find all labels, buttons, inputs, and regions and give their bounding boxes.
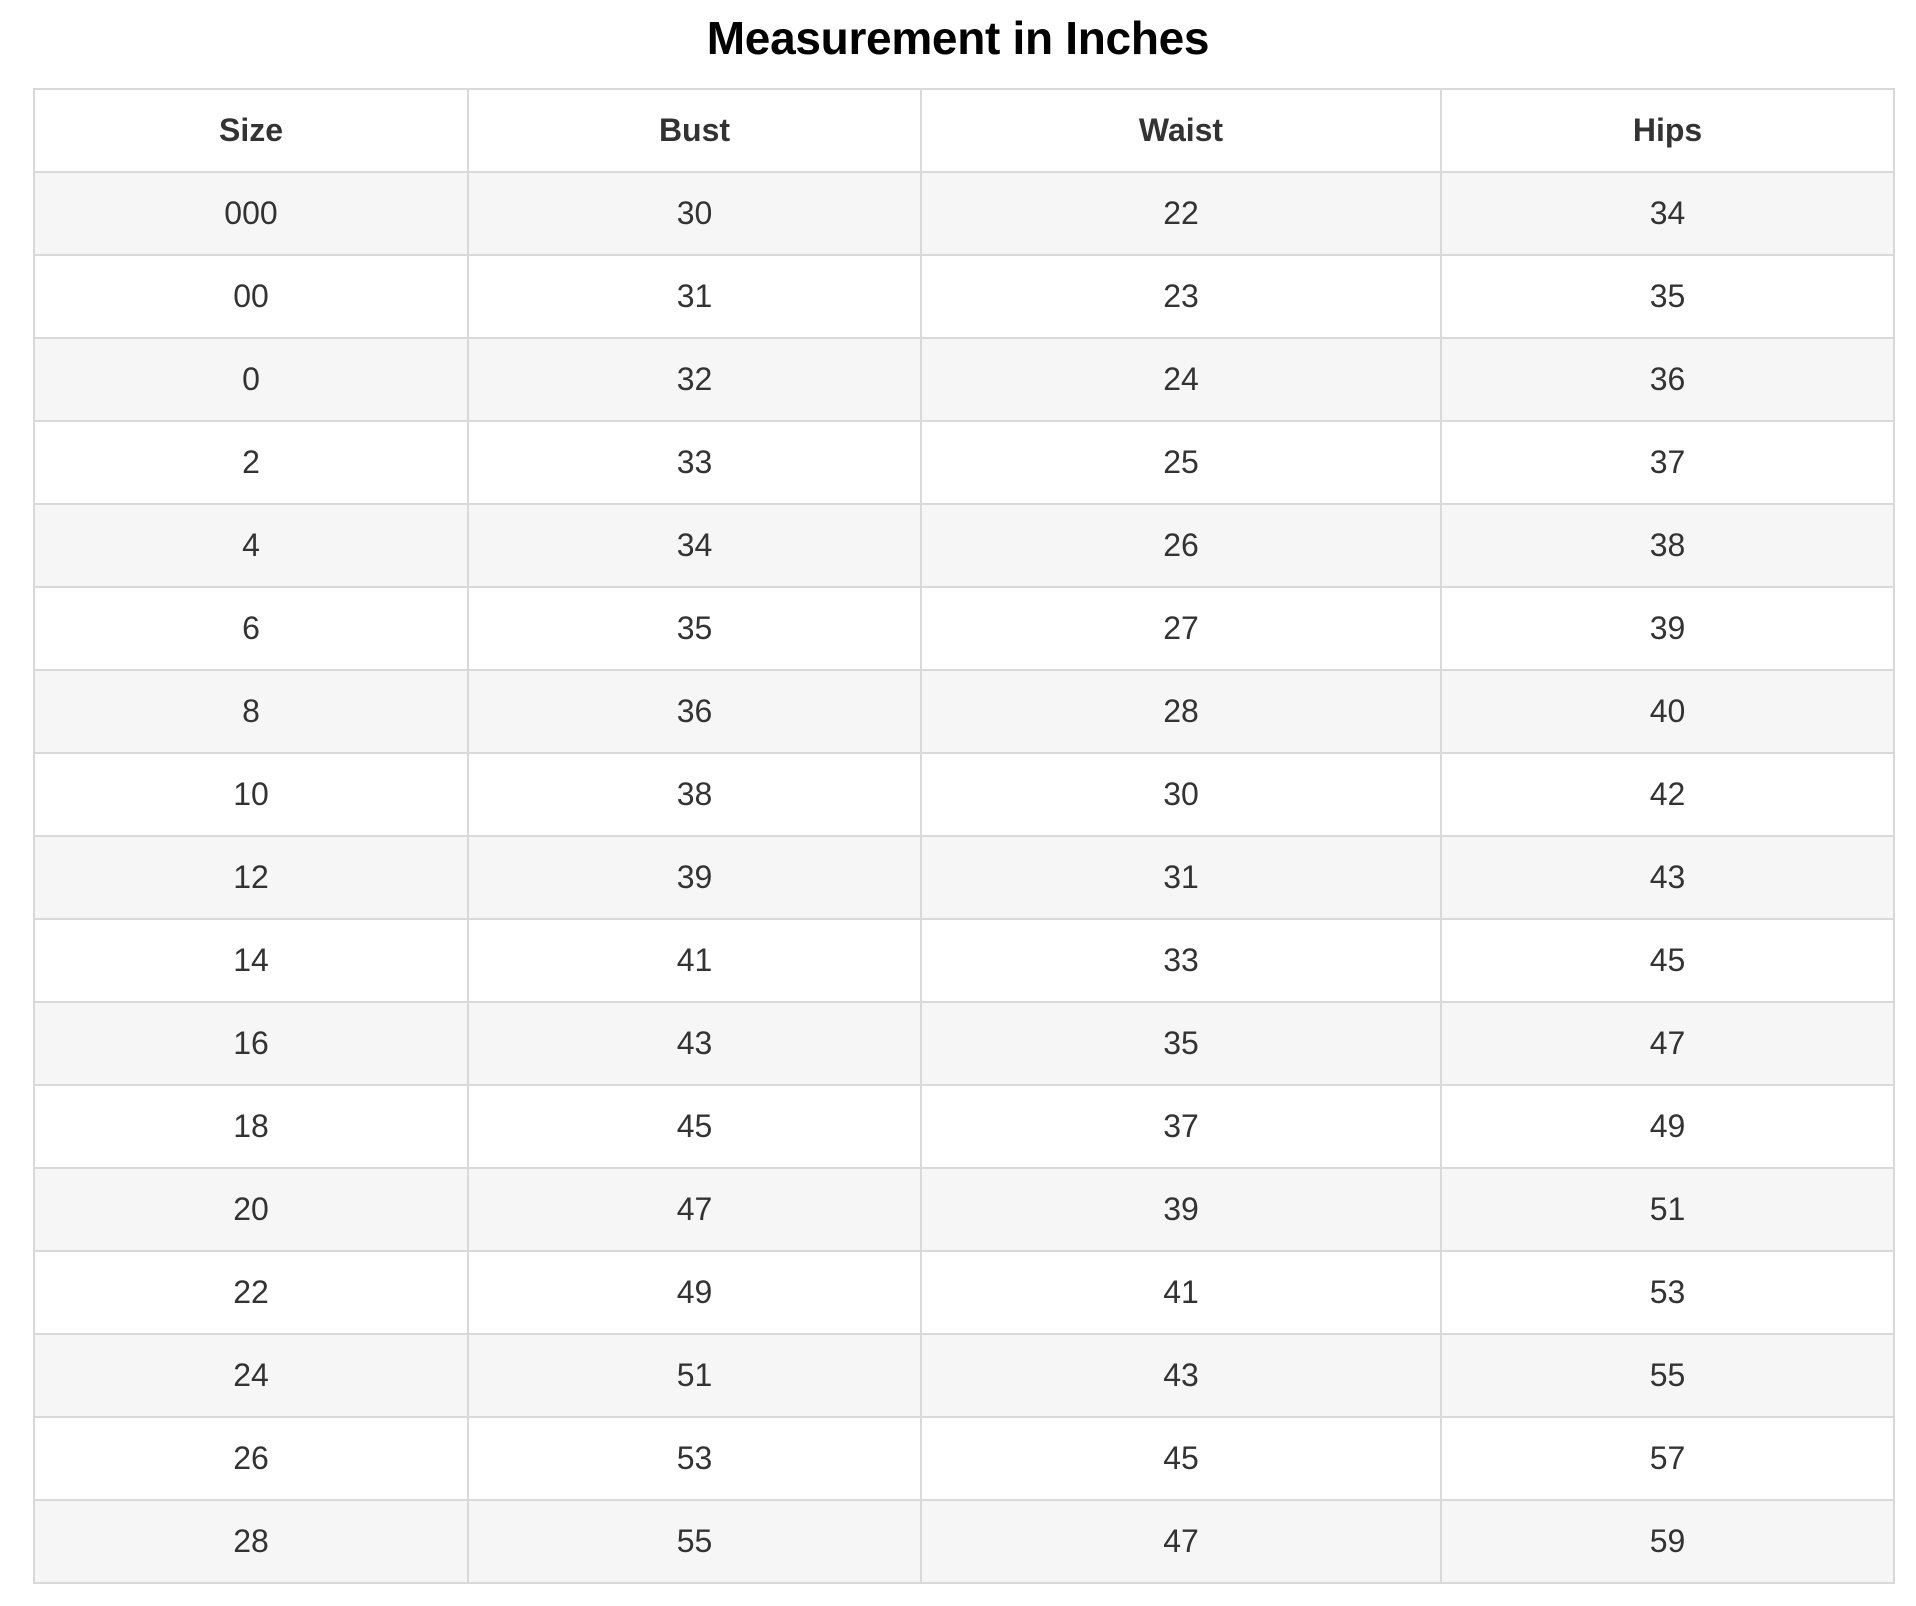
cell-waist: 25 (921, 421, 1441, 504)
cell-waist: 35 (921, 1002, 1441, 1085)
table-header (34, 89, 1894, 172)
cell-hips: 57 (1441, 1417, 1894, 1500)
cell-bust: 31 (468, 255, 921, 338)
cell-size: 20 (34, 1168, 468, 1251)
table-row (34, 587, 1894, 670)
cell-size: 6 (34, 587, 468, 670)
header-waist: Waist (921, 89, 1441, 172)
cell-waist: 41 (921, 1251, 1441, 1334)
cell-bust: 41 (468, 919, 921, 1002)
cell-size: 000 (34, 172, 468, 255)
cell-size: 0 (34, 338, 468, 421)
cell-waist: 24 (921, 338, 1441, 421)
cell-waist: 47 (921, 1500, 1441, 1583)
cell-hips: 43 (1441, 836, 1894, 919)
cell-hips: 34 (1441, 172, 1894, 255)
cell-bust: 33 (468, 421, 921, 504)
cell-size: 24 (34, 1334, 468, 1417)
table-row (34, 1334, 1894, 1417)
cell-bust: 53 (468, 1417, 921, 1500)
header-bust: Bust (468, 89, 921, 172)
cell-size: 12 (34, 836, 468, 919)
cell-hips: 49 (1441, 1085, 1894, 1168)
cell-waist: 31 (921, 836, 1441, 919)
cell-hips: 39 (1441, 587, 1894, 670)
table-body (34, 172, 1894, 1583)
cell-hips: 35 (1441, 255, 1894, 338)
header-row (34, 89, 1894, 172)
cell-size: 10 (34, 753, 468, 836)
cell-waist: 39 (921, 1168, 1441, 1251)
cell-size: 26 (34, 1417, 468, 1500)
cell-hips: 45 (1441, 919, 1894, 1002)
cell-bust: 55 (468, 1500, 921, 1583)
cell-bust: 47 (468, 1168, 921, 1251)
cell-bust: 43 (468, 1002, 921, 1085)
cell-hips: 36 (1441, 338, 1894, 421)
size-chart-table (33, 88, 1895, 1584)
table-row (34, 753, 1894, 836)
table-row (34, 919, 1894, 1002)
cell-bust: 36 (468, 670, 921, 753)
cell-hips: 47 (1441, 1002, 1894, 1085)
cell-hips: 40 (1441, 670, 1894, 753)
cell-size: 2 (34, 421, 468, 504)
cell-hips: 59 (1441, 1500, 1894, 1583)
cell-size: 22 (34, 1251, 468, 1334)
cell-size: 14 (34, 919, 468, 1002)
cell-hips: 53 (1441, 1251, 1894, 1334)
cell-size: 18 (34, 1085, 468, 1168)
cell-bust: 45 (468, 1085, 921, 1168)
header-size: Size (34, 89, 468, 172)
cell-waist: 26 (921, 504, 1441, 587)
page-title: Measurement in Inches (706, 12, 1210, 64)
cell-hips: 51 (1441, 1168, 1894, 1251)
cell-waist: 33 (921, 919, 1441, 1002)
cell-waist: 30 (921, 753, 1441, 836)
cell-size: 00 (34, 255, 468, 338)
table-row (34, 1085, 1894, 1168)
cell-hips: 55 (1441, 1334, 1894, 1417)
cell-hips: 42 (1441, 753, 1894, 836)
table-row (34, 255, 1894, 338)
table-row (34, 1002, 1894, 1085)
cell-bust: 38 (468, 753, 921, 836)
cell-waist: 22 (921, 172, 1441, 255)
cell-bust: 30 (468, 172, 921, 255)
cell-waist: 27 (921, 587, 1441, 670)
table-row (34, 1417, 1894, 1500)
cell-waist: 37 (921, 1085, 1441, 1168)
table-row (34, 1168, 1894, 1251)
table-row (34, 1251, 1894, 1334)
table-row (34, 504, 1894, 587)
cell-bust: 39 (468, 836, 921, 919)
cell-waist: 28 (921, 670, 1441, 753)
cell-bust: 35 (468, 587, 921, 670)
table-row (34, 836, 1894, 919)
table-row (34, 172, 1894, 255)
cell-size: 4 (34, 504, 468, 587)
table-row (34, 1500, 1894, 1583)
cell-bust: 51 (468, 1334, 921, 1417)
cell-waist: 23 (921, 255, 1441, 338)
table-row (34, 421, 1894, 504)
cell-bust: 49 (468, 1251, 921, 1334)
cell-waist: 43 (921, 1334, 1441, 1417)
cell-waist: 45 (921, 1417, 1441, 1500)
table-row (34, 338, 1894, 421)
cell-size: 16 (34, 1002, 468, 1085)
cell-bust: 34 (468, 504, 921, 587)
cell-size: 28 (34, 1500, 468, 1583)
cell-hips: 37 (1441, 421, 1894, 504)
cell-size: 8 (34, 670, 468, 753)
header-hips: Hips (1441, 89, 1894, 172)
cell-bust: 32 (468, 338, 921, 421)
cell-hips: 38 (1441, 504, 1894, 587)
table-row (34, 670, 1894, 753)
